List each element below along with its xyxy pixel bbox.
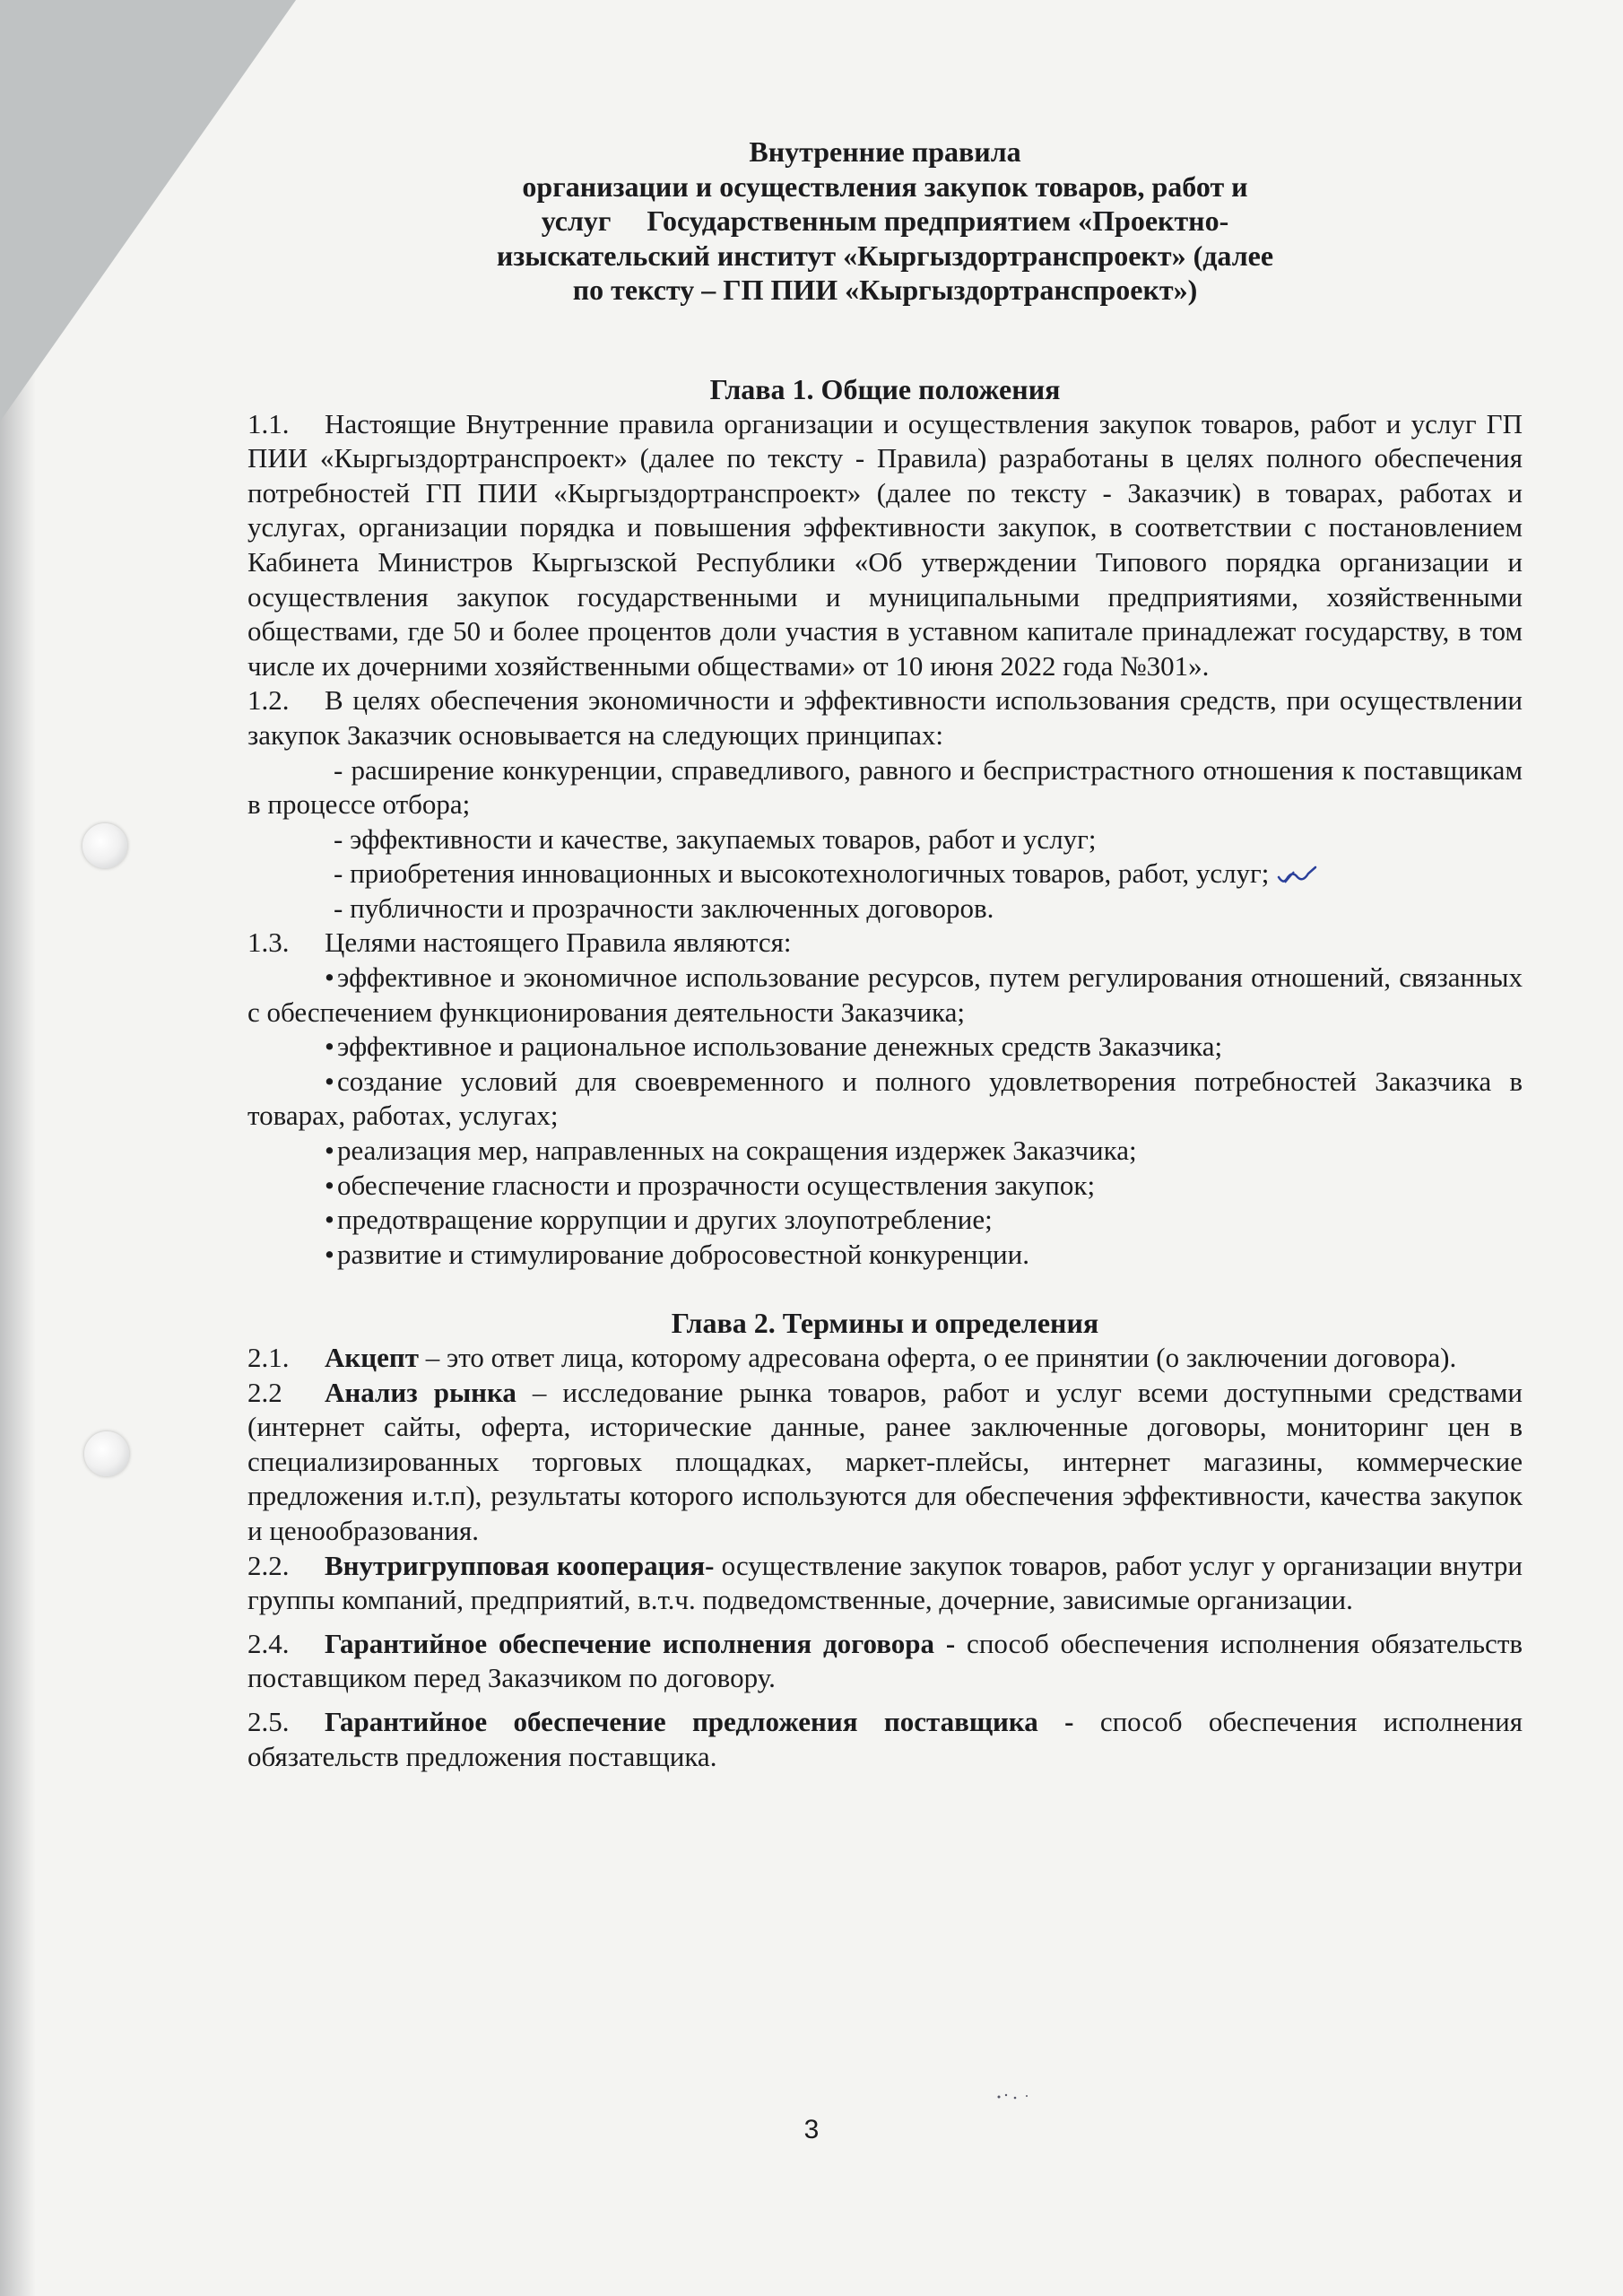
bullet-icon: • [325, 1065, 334, 1097]
clause-number: 2.2. [247, 1549, 290, 1581]
bullet-icon: • [325, 1031, 334, 1063]
bullet-icon: • [325, 1135, 334, 1167]
term-name: Внутригрупповая кооперация- [325, 1549, 715, 1581]
goal-item [247, 1169, 1523, 1204]
goal-text: предотвращение коррупции и других злоупотребление; [337, 1204, 993, 1236]
clause-number: 2.5. [247, 1705, 290, 1737]
term-definition: – исследование рынка товаров, работ и услуг всеми доступными средствами (интернет сайты, оферта, исторические данные, ранее заключенные договоры, мониторинг цен в специализированных торговых площадках, маркет-плейсы, интернет магазины, коммерческие предложения и.т.п), результаты которого используются для обеспечения эффективности, качества закупок и ценообразования. [247, 1376, 1523, 1546]
clause-number: 2.4. [247, 1627, 290, 1659]
title-line: по тексту – ГП ПИИ «Кыргыздортранспроект») [572, 274, 1198, 307]
goal-item [247, 1030, 1523, 1065]
goal-item [247, 961, 1523, 1030]
term-item [247, 1705, 1523, 1774]
clause-text: В целях обеспечения экономичности и эффективности использования средств, при осуществлении закупок Заказчик основывается на следующих принципах: [247, 684, 1523, 751]
goal-text: реализация мер, направленных на сокращения издержек Заказчика; [337, 1135, 1137, 1167]
clause-1-3 [247, 926, 1523, 961]
title-line: услуг Государственным предприятием «Проектно- [541, 204, 1229, 238]
term-definition: осуществление закупок товаров, работ услуг у организации внутри группы компаний, предприятий, в.т.ч. подведомственные, дочерние, зависимые организации. [247, 1549, 1523, 1616]
clause-number: 2.1. [247, 1342, 290, 1373]
term-item [247, 1627, 1523, 1696]
term-item [247, 1549, 1523, 1618]
title-line: Внутренние правила [749, 135, 1021, 168]
term-item [247, 1341, 1523, 1376]
principle-item [247, 857, 1523, 891]
document-body [247, 135, 1523, 1774]
goal-item [247, 1065, 1523, 1134]
bullet-icon: • [325, 1238, 334, 1270]
goal-text: создание условий для своевременного и полного удовлетворения потребностей Заказчика в товарах, работах, услугах; [247, 1065, 1523, 1132]
chapter-2-heading: Глава 2. Термины и определения [671, 1307, 1099, 1340]
goal-text: развитие и стимулирование добросовестной конкуренции. [337, 1238, 1029, 1270]
bullet-icon: • [325, 1169, 334, 1201]
clause-1-2 [247, 683, 1523, 752]
term-name: Акцепт [325, 1342, 419, 1373]
handwritten-checkmark-icon [1276, 865, 1319, 888]
clause-text: Целями настоящего Правила являются: [325, 926, 792, 959]
goal-item [247, 1134, 1523, 1169]
clause-number: 1.1. [247, 407, 290, 439]
principle-item: - расширение конкуренции, справедливого, равного и беспристрастного отношения к поставщикам в процессе отбора; [247, 753, 1523, 821]
goal-text: обеспечение гласности и прозрачности осуществления закупок; [337, 1169, 1096, 1201]
title-line: изыскательский институт «Кыргыздортранспроект» (далее [496, 239, 1274, 272]
term-item [247, 1376, 1523, 1549]
clause-number: 1.2. [247, 684, 290, 717]
principle-item: - эффективности и качестве, закупаемых товаров, работ и услуг; [334, 822, 1097, 855]
goal-item [247, 1238, 1523, 1273]
chapter-1-heading: Глава 1. Общие положения [709, 372, 1061, 405]
clause-number: 1.3. [247, 926, 290, 959]
bullet-icon: • [325, 1204, 334, 1236]
clause-1-1 [247, 407, 1523, 684]
punch-hole [82, 823, 127, 868]
bullet-icon: • [325, 961, 334, 994]
clause-text: Настоящие Внутренние правила организации и осуществления закупок товаров, работ и услуг ГП ПИИ «Кыргыздортранспроект» (далее по тексту - Правила) разработаны в целях полного обеспечения потребностей ГП ПИИ «Кыргыздортранспроект» (далее по тексту - Заказчик) в товарах, работах и услугах, организации порядка и повышения эффективности закупок, в соответствии с постановлением Кабинета Министров Кыргызской Республики «Об утверждении Типового порядка организации и осуществления закупок государственными и муниципальными предприятиями, хозяйственными обществами, где 50 и более процентов доли участия в уставном капитале принадлежат государству, в том числе их дочерними хозяйственными обществами» от 10 июня 2022 года №301». [247, 407, 1523, 682]
scan-specks [995, 2090, 1031, 2102]
principle-item: - публичности и прозрачности заключенных договоров. [334, 891, 994, 924]
term-name: Анализ рынка [325, 1376, 516, 1408]
goal-text: эффективное и экономичное использование ресурсов, путем регулирования отношений, связанных с обеспечением функционирования деятельности Заказчика; [247, 961, 1523, 1028]
page-number: 3 [803, 2115, 820, 2144]
principle-text: - приобретения инновационных и высокотехнологичных товаров, работ, услуг; [334, 857, 1270, 890]
clause-number: 2.2 [247, 1376, 282, 1408]
term-name: Гарантийное обеспечение предложения поставщика - [325, 1705, 1074, 1737]
term-name: Гарантийное обеспечение исполнения договора - [325, 1627, 956, 1659]
term-definition: – это ответ лица, которому адресована оферта, о ее принятии (о заключении договора). [418, 1342, 1457, 1373]
goal-item [247, 1203, 1523, 1238]
term-definition: способ обеспечения исполнения обязательств предложения поставщика. [247, 1705, 1523, 1772]
term-definition: способ обеспечения исполнения обязательств поставщиком перед Заказчиком по договору. [247, 1627, 1523, 1694]
punch-hole [84, 1431, 129, 1476]
goal-text: эффективное и рациональное использование денежных средств Заказчика; [337, 1031, 1223, 1063]
document-title [247, 135, 1523, 308]
title-line: организации и осуществления закупок товаров, работ и [522, 170, 1248, 203]
